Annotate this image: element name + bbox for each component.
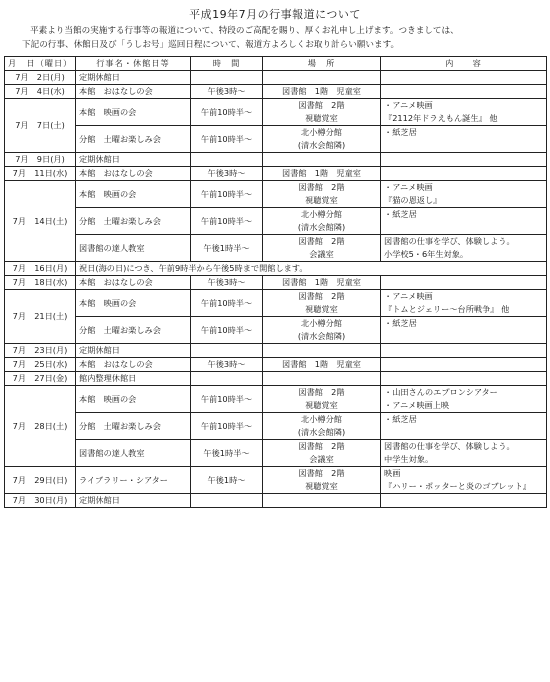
event-cell: 分館 土曜お楽しみ会: [76, 413, 191, 440]
date-cell: 7月 11日(水): [5, 167, 76, 181]
event-cell: 本館 映画の会: [76, 386, 191, 413]
table-row: [5, 99, 547, 113]
time-cell: 午後1時～: [191, 467, 263, 494]
table-row: [5, 440, 547, 454]
content-cell: 小学校5・6年生対象。: [381, 248, 547, 262]
content-cell: [381, 167, 547, 181]
content-cell: [381, 276, 547, 290]
table-row: [5, 71, 547, 85]
schedule-table: [4, 56, 547, 508]
time-cell: 午前10時半～: [191, 99, 263, 126]
table-row: [5, 372, 547, 386]
header-time: 時 間: [191, 57, 263, 71]
table-row: [5, 467, 547, 481]
place-cell: [263, 71, 381, 85]
event-cell: 定期休館日: [76, 494, 191, 508]
table-row: [5, 153, 547, 167]
place-cell: (清水会館隣): [263, 221, 381, 235]
place-cell: [263, 372, 381, 386]
date-cell: 7月 25日(水): [5, 358, 76, 372]
date-cell: 7月 16日(月): [5, 262, 76, 276]
place-cell: 図書館 1階 児童室: [263, 85, 381, 99]
place-cell: 会議室: [263, 248, 381, 262]
event-cell: 本館 映画の会: [76, 99, 191, 126]
event-cell: 本館 おはなしの会: [76, 85, 191, 99]
content-cell: 映画: [381, 467, 547, 481]
page-title: 平成19年7月の行事報道について: [189, 8, 361, 21]
event-cell: 定期休館日: [76, 153, 191, 167]
content-cell: [381, 71, 547, 85]
time-cell: 午前10時半～: [191, 208, 263, 235]
time-cell: 午後3時～: [191, 167, 263, 181]
event-cell: ライブラリー・シアター: [76, 467, 191, 494]
table-row: [5, 181, 547, 195]
content-cell: [381, 221, 547, 235]
event-cell: 分館 土曜お楽しみ会: [76, 317, 191, 344]
place-cell: (清水会館隣): [263, 139, 381, 153]
place-cell: 図書館 2階: [263, 235, 381, 249]
place-cell: 北小樽分館: [263, 126, 381, 140]
table-row: [5, 358, 547, 372]
time-cell: 午後3時～: [191, 85, 263, 99]
place-cell: 視聴覚室: [263, 399, 381, 413]
table-row: [5, 276, 547, 290]
time-cell: [191, 71, 263, 85]
place-cell: 図書館 1階 児童室: [263, 276, 381, 290]
content-cell: [381, 494, 547, 508]
content-cell: 『ハリー・ポッターと炎のゴブレット』: [381, 480, 547, 494]
event-cell: 本館 映画の会: [76, 181, 191, 208]
time-cell: [191, 494, 263, 508]
intro-line-2: 下記の行事、休館日及び「うしお号」巡回日程について、報道方よろしくお取り計らい願います。: [22, 40, 400, 50]
event-cell: 分館 土曜お楽しみ会: [76, 208, 191, 235]
table-row: [5, 167, 547, 181]
content-cell: [381, 372, 547, 386]
time-cell: 午後3時～: [191, 358, 263, 372]
place-cell: 図書館 1階 児童室: [263, 358, 381, 372]
event-cell: 図書館の達人教室: [76, 235, 191, 262]
header-place: 場 所: [263, 57, 381, 71]
time-cell: [191, 372, 263, 386]
time-cell: [191, 344, 263, 358]
content-cell: ・アニメ映画: [381, 290, 547, 304]
place-cell: 図書館 1階 児童室: [263, 167, 381, 181]
date-cell: 7月 7日(土): [5, 99, 76, 153]
content-cell: [381, 85, 547, 99]
content-cell: ・紙芝居: [381, 208, 547, 222]
table-row: [5, 262, 547, 276]
event-cell: 本館 映画の会: [76, 290, 191, 317]
time-cell: 午前10時半～: [191, 181, 263, 208]
content-cell: 『2112年ドラえもん誕生』 他: [381, 112, 547, 126]
place-cell: 図書館 2階: [263, 181, 381, 195]
time-cell: 午後3時～: [191, 276, 263, 290]
content-cell: [381, 153, 547, 167]
event-cell: 定期休館日: [76, 344, 191, 358]
date-cell: 7月 28日(土): [5, 386, 76, 467]
place-cell: 視聴覚室: [263, 112, 381, 126]
content-cell: ・紙芝居: [381, 126, 547, 140]
notice-cell: 祝日(海の日)につき、午前9時半から午後5時まで開館します。: [76, 262, 547, 276]
content-cell: 図書館の仕事を学び、体験しよう。: [381, 235, 547, 249]
table-row: [5, 208, 547, 222]
event-cell: 本館 おはなしの会: [76, 167, 191, 181]
content-cell: ・紙芝居: [381, 317, 547, 331]
place-cell: [263, 153, 381, 167]
table-row: [5, 317, 547, 331]
place-cell: 図書館 2階: [263, 467, 381, 481]
place-cell: (清水会館隣): [263, 330, 381, 344]
event-cell: 館内整理休館日: [76, 372, 191, 386]
place-cell: (清水会館隣): [263, 426, 381, 440]
header-content: 内 容: [381, 57, 547, 71]
content-cell: 図書館の仕事を学び、体験しよう。: [381, 440, 547, 454]
date-cell: 7月 14日(土): [5, 181, 76, 262]
place-cell: 視聴覚室: [263, 480, 381, 494]
time-cell: 午後1時半～: [191, 440, 263, 467]
content-cell: 『トムとジェリー～台所戦争』 他: [381, 303, 547, 317]
place-cell: 視聴覚室: [263, 303, 381, 317]
time-cell: 午前10時半～: [191, 386, 263, 413]
content-cell: ・アニメ映画: [381, 99, 547, 113]
header-date: 月 日（曜日）: [5, 57, 76, 71]
header-event: 行事名・休館日等: [76, 57, 191, 71]
content-cell: ・アニメ映画: [381, 181, 547, 195]
time-cell: 午前10時半～: [191, 317, 263, 344]
place-cell: 北小樽分館: [263, 317, 381, 331]
time-cell: 午後1時半～: [191, 235, 263, 262]
date-cell: 7月 9日(月): [5, 153, 76, 167]
event-cell: 本館 おはなしの会: [76, 276, 191, 290]
table-row: [5, 126, 547, 140]
time-cell: 午前10時半～: [191, 126, 263, 153]
table-header-row: [5, 57, 547, 71]
table-row: [5, 85, 547, 99]
place-cell: [263, 344, 381, 358]
content-cell: 中学生対象。: [381, 453, 547, 467]
content-cell: ・山田さんのエプロンシアター: [381, 386, 547, 400]
time-cell: [191, 153, 263, 167]
date-cell: 7月 21日(土): [5, 290, 76, 344]
place-cell: 図書館 2階: [263, 99, 381, 113]
content-cell: [381, 139, 547, 153]
place-cell: [263, 494, 381, 508]
content-cell: [381, 426, 547, 440]
event-cell: 分館 土曜お楽しみ会: [76, 126, 191, 153]
date-cell: 7月 2日(月): [5, 71, 76, 85]
date-cell: 7月 23日(月): [5, 344, 76, 358]
table-row: [5, 494, 547, 508]
content-cell: [381, 330, 547, 344]
schedule-body: [5, 71, 547, 508]
table-row: [5, 290, 547, 304]
place-cell: 会議室: [263, 453, 381, 467]
event-cell: 本館 おはなしの会: [76, 358, 191, 372]
place-cell: 北小樽分館: [263, 413, 381, 427]
content-cell: [381, 344, 547, 358]
date-cell: 7月 30日(月): [5, 494, 76, 508]
date-cell: 7月 29日(日): [5, 467, 76, 494]
content-cell: ・アニメ映画上映: [381, 399, 547, 413]
place-cell: 図書館 2階: [263, 290, 381, 304]
table-row: [5, 386, 547, 400]
date-cell: 7月 4日(水): [5, 85, 76, 99]
time-cell: 午前10時半～: [191, 413, 263, 440]
table-row: [5, 344, 547, 358]
date-cell: 7月 18日(水): [5, 276, 76, 290]
place-cell: 図書館 2階: [263, 386, 381, 400]
date-cell: 7月 27日(金): [5, 372, 76, 386]
event-cell: 図書館の達人教室: [76, 440, 191, 467]
table-row: [5, 235, 547, 249]
table-row: [5, 413, 547, 427]
place-cell: 視聴覚室: [263, 194, 381, 208]
intro-line-1: 平素より当館の実施する行事等の報道について、特段のご高配を賜り、厚くお礼申し上げます。つきましては、: [30, 26, 459, 36]
content-cell: [381, 358, 547, 372]
event-cell: 定期休館日: [76, 71, 191, 85]
content-cell: 『猫の恩返し』: [381, 194, 547, 208]
place-cell: 図書館 2階: [263, 440, 381, 454]
content-cell: ・紙芝居: [381, 413, 547, 427]
time-cell: 午前10時半～: [191, 290, 263, 317]
place-cell: 北小樽分館: [263, 208, 381, 222]
